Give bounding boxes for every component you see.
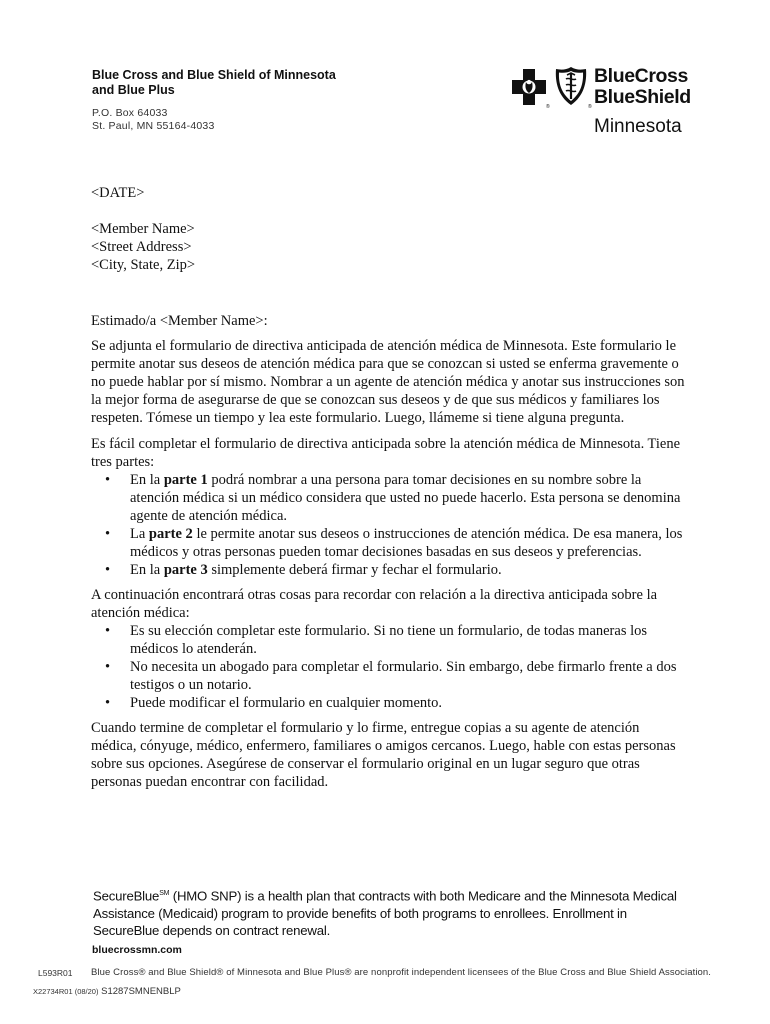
bullet: •	[105, 623, 111, 639]
part-prefix: En la	[130, 472, 164, 488]
part-prefix: En la	[130, 562, 164, 578]
document-code	[33, 986, 181, 997]
bullet: •	[105, 659, 111, 675]
letter-body	[91, 184, 686, 799]
list-item	[91, 658, 686, 694]
document-code-small: X22734R01 (08/20)	[33, 987, 99, 996]
part-label: parte 1	[163, 472, 208, 488]
sender-block	[92, 68, 336, 133]
bullet: •	[105, 562, 111, 578]
part-description: simplemente deberá firmar y fechar el formulario.	[207, 562, 502, 578]
form-parts-list	[91, 471, 686, 579]
sender-org-line-1: Blue Cross and Blue Shield of Minnesota	[92, 68, 336, 82]
paragraph-reminders-intro: A continuación encontrará otras cosas para recordar con relación a la directiva anticipada sobre la atención médica:	[91, 587, 658, 621]
shield-registered-mark: ®	[588, 104, 592, 110]
reminder-text: Puede modificar el formulario en cualquier momento.	[130, 695, 443, 711]
part-label: parte 3	[163, 562, 208, 578]
legal-notice: Blue Cross® and Blue Shield® of Minnesota and Blue Plus® are nonprofit independent licensees of the Blue Cross and Blue Shield Association.	[91, 967, 712, 978]
bullet: •	[105, 472, 111, 488]
list-item	[91, 694, 686, 712]
salutation: Estimado/a <Member Name>:	[91, 313, 268, 329]
reminder-text: Es su elección completar este formulario. Si no tiene un formulario, de todas maneras los médicos lo atenderán.	[130, 623, 648, 657]
paragraph-parts-intro: Es fácil completar el formulario de directiva anticipada sobre la atención médica de Minnesota. Tiene tres partes:	[91, 436, 681, 470]
logo-brand-line-1: BlueCross	[594, 65, 688, 87]
recipient-street: <Street Address>	[91, 239, 192, 255]
service-mark: SM	[159, 890, 170, 897]
paragraph-closing: Cuando termine de completar el formulario y lo firme, entregue copias a su agente de atención médica, cónyuge, médico, enfermero, familiares o amigos cercanos. Luego, hable con estas personas sobre sus opciones. Asegúrese de conservar el formulario original en un lugar seguro que otras personas puedan encontrar con facilidad.	[91, 720, 676, 790]
recipient-name: <Member Name>	[91, 221, 195, 237]
list-item	[91, 471, 686, 525]
document-code-main: S1287SMNENBLP	[98, 986, 181, 997]
bcbs-logo	[511, 64, 711, 140]
form-code: L593R01	[38, 968, 73, 978]
blue-shield-icon	[554, 66, 588, 106]
reminders-list	[91, 622, 686, 712]
list-item	[91, 525, 686, 561]
website-link[interactable]: bluecrossmn.com	[92, 944, 182, 956]
logo-region: Minnesota	[594, 116, 682, 137]
logo-brand-line-2: BlueShield	[594, 86, 691, 108]
bullet: •	[105, 695, 111, 711]
part-prefix: La	[130, 526, 149, 542]
reminder-text: No necesita un abogado para completar el formulario. Sin embargo, debe firmarlo frente a dos testigos o un notario.	[130, 659, 677, 693]
recipient-address	[91, 220, 686, 274]
list-item	[91, 561, 686, 579]
secureblue-disclaimer	[93, 885, 693, 940]
part-description: le permite anotar sus deseos o instrucciones de atención médica. De esa manera, los médicos y otras personas pueden tomar decisiones basadas en sus deseos y preferencias.	[130, 526, 683, 560]
paragraph-intro: Se adjunta el formulario de directiva anticipada de atención médica de Minnesota. Este formulario le permite anotar sus deseos de atención médica para que se conozcan si usted se enferma gravemente o no puede hablar por sí mismo. Nombrar a un agente de atención médica y anotar sus instrucciones son la mejor forma de asegurarse de que se conozcan sus deseos y de que sus médicos y familiares los respeten. Tómese un tiempo y lea este formulario. Luego, llámeme si tiene alguna pregunta.	[91, 338, 685, 426]
plan-description: (HMO SNP) is a health plan that contracts with both Medicare and the Minnesota Medical Assistance (Medicaid) program to provide benefits of both programs to enrollees. Enrollment in SecureBlue depends on contract renewal.	[93, 888, 677, 939]
plan-name: SecureBlue	[93, 888, 160, 904]
bullet: •	[105, 526, 111, 542]
sender-org-line-2: and Blue Plus	[92, 83, 175, 97]
letter-date: <DATE>	[91, 185, 145, 201]
part-label: parte 2	[148, 526, 193, 542]
part-description: podrá nombrar a una persona para tomar decisiones en su nombre sobre la atención médica si un médico considera que usted no puede hacerlo. Esta persona se denomina agente de atención médica.	[130, 472, 681, 524]
recipient-city: <City, State, Zip>	[91, 257, 196, 273]
cross-registered-mark: ®	[546, 104, 550, 110]
sender-address-line-1: P.O. Box 64033	[92, 107, 168, 119]
sender-address-line-2: St. Paul, MN 55164-4033	[92, 120, 215, 132]
logo-brand-name	[594, 66, 691, 108]
list-item	[91, 622, 686, 658]
blue-cross-icon	[511, 68, 547, 106]
